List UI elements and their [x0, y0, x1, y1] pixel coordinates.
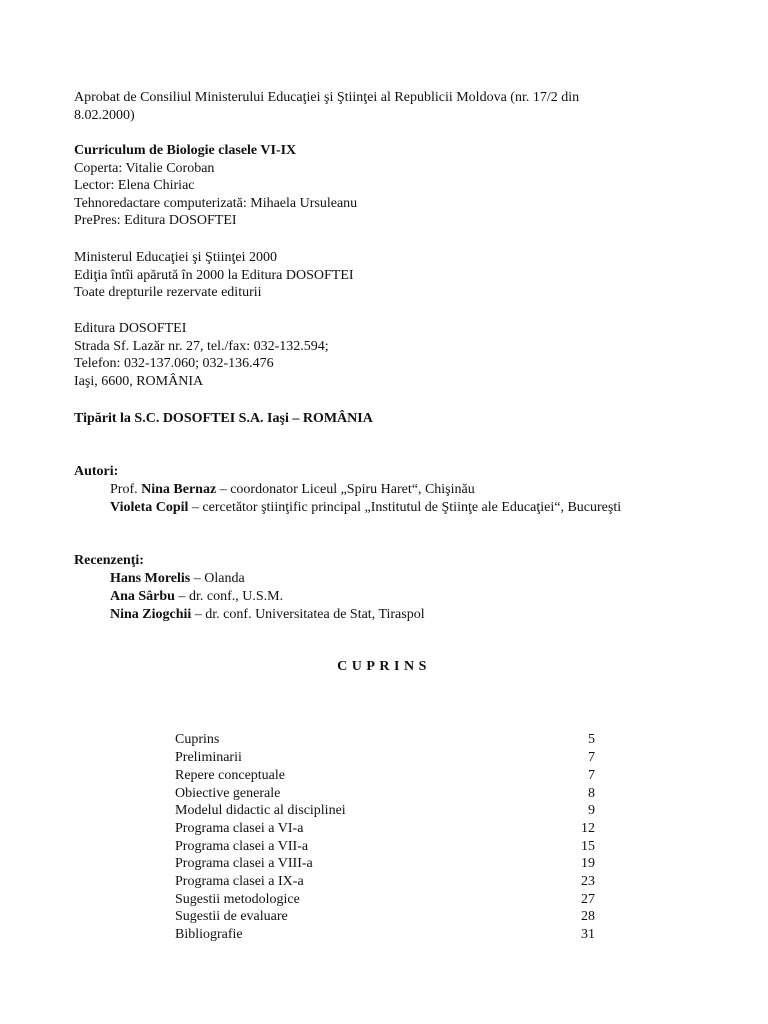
reviewer-name: Ana Sârbu — [110, 589, 175, 604]
lector-credit: Lector: Elena Chiriac — [74, 178, 195, 194]
author-name: Nina Bernaz — [141, 482, 217, 497]
publisher-block — [74, 320, 694, 390]
approval-line-1: Aprobat de Consiliul Ministerului Educaţiei şi Ştiinţei al Republicii Moldova (nr. 17/2 din — [74, 90, 580, 105]
toc-page-number: 23 — [581, 874, 595, 889]
reviewer-detail: – Olanda — [190, 571, 245, 586]
publication-title: Curriculum de Biologie clasele VI-IX — [74, 143, 297, 158]
author-prefix: Prof. — [110, 482, 142, 497]
authors-heading: Autori: — [74, 464, 119, 479]
toc-page-number: 15 — [581, 839, 595, 854]
typesetting-credit: Tehnoredactare computerizată: Mihaela Ursuleanu — [74, 195, 358, 211]
toc-page-number: 28 — [581, 909, 595, 924]
rights-line-1: Ministerul Educaţiei şi Ştiinţei 2000 — [74, 250, 277, 265]
reviewer-detail: – dr. conf. Universitatea de Stat, Tiraspol — [191, 607, 425, 622]
toc-title: Sugestii de evaluare — [175, 909, 288, 924]
toc-row — [175, 908, 595, 926]
reviewer-item — [110, 588, 283, 606]
toc-title: Repere conceptuale — [175, 768, 285, 783]
rights-block — [74, 249, 694, 302]
toc-row — [175, 731, 595, 749]
toc-row — [175, 749, 595, 767]
reviewer-item — [110, 606, 425, 624]
toc-page-number: 7 — [588, 750, 595, 765]
toc-title: Programa clasei a IX-a — [175, 874, 304, 889]
reviewer-detail: – dr. conf., U.S.M. — [174, 589, 284, 604]
toc-title: Programa clasei a VI-a — [175, 821, 304, 836]
publisher-name: Editura DOSOFTEI — [74, 321, 187, 336]
toc-title: Obiective generale — [175, 786, 281, 801]
toc-title: Modelul didactic al disciplinei — [175, 803, 346, 818]
contents-heading: CUPRINS — [337, 659, 431, 674]
author-detail: – coordonator Liceul „Spiru Haret“, Chişinău — [216, 482, 475, 497]
cover-credit: Coperta: Vitalie Coroban — [74, 160, 215, 176]
publication-details — [74, 142, 694, 230]
author-detail: – cercetător ştiinţific principal „Institutul de Ştiinţe ale Educaţiei“, Bucureşti — [188, 500, 622, 515]
reviewer-name: Hans Morelis — [110, 571, 191, 586]
toc-page-number: 8 — [588, 786, 595, 801]
toc-title: Preliminarii — [175, 750, 242, 765]
publisher-address: Strada Sf. Lazăr nr. 27, tel./fax: 032-132.594; — [74, 338, 329, 354]
reviewer-name: Nina Ziogchii — [110, 607, 192, 622]
toc-title: Programa clasei a VII-a — [175, 839, 309, 854]
toc-title: Cuprins — [175, 732, 220, 747]
toc-row — [175, 855, 595, 873]
approval-note — [74, 89, 694, 124]
toc-row — [175, 767, 595, 785]
rights-line-3: Toate drepturile rezervate editurii — [74, 285, 262, 301]
toc-page-number: 7 — [588, 768, 595, 783]
toc-row — [175, 785, 595, 803]
toc-page-number: 12 — [581, 821, 595, 836]
toc-row — [175, 873, 595, 891]
publisher-city: Iaşi, 6600, ROMÂNIA — [74, 373, 204, 389]
toc-row — [175, 891, 595, 909]
toc-page-number: 27 — [581, 892, 595, 907]
publisher-phone: Telefon: 032-137.060; 032-136.476 — [74, 356, 274, 372]
toc-page-number: 31 — [581, 927, 595, 942]
toc-row — [175, 838, 595, 856]
printed-at: Tipărit la S.C. DOSOFTEI S.A. Iaşi – ROMÂNIA — [74, 411, 373, 426]
toc-row — [175, 802, 595, 820]
rights-line-2: Ediţia întîi apărută în 2000 la Editura DOSOFTEI — [74, 267, 354, 283]
toc-row — [175, 820, 595, 838]
author-item — [110, 481, 475, 499]
author-item — [110, 499, 621, 517]
prepress-credit: PrePres: Editura DOSOFTEI — [74, 213, 237, 229]
toc-page-number: 5 — [588, 732, 595, 747]
toc-page-number: 19 — [581, 856, 595, 871]
reviewer-item — [110, 570, 245, 588]
approval-line-2: 8.02.2000) — [74, 107, 135, 123]
toc-row — [175, 926, 595, 944]
toc-title: Bibliografie — [175, 927, 243, 942]
author-name: Violeta Copil — [110, 500, 189, 515]
toc-page-number: 9 — [588, 803, 595, 818]
toc-title: Programa clasei a VIII-a — [175, 856, 313, 871]
reviewers-heading: Recenzenţi: — [74, 553, 144, 568]
toc-title: Sugestii metodologice — [175, 892, 300, 907]
